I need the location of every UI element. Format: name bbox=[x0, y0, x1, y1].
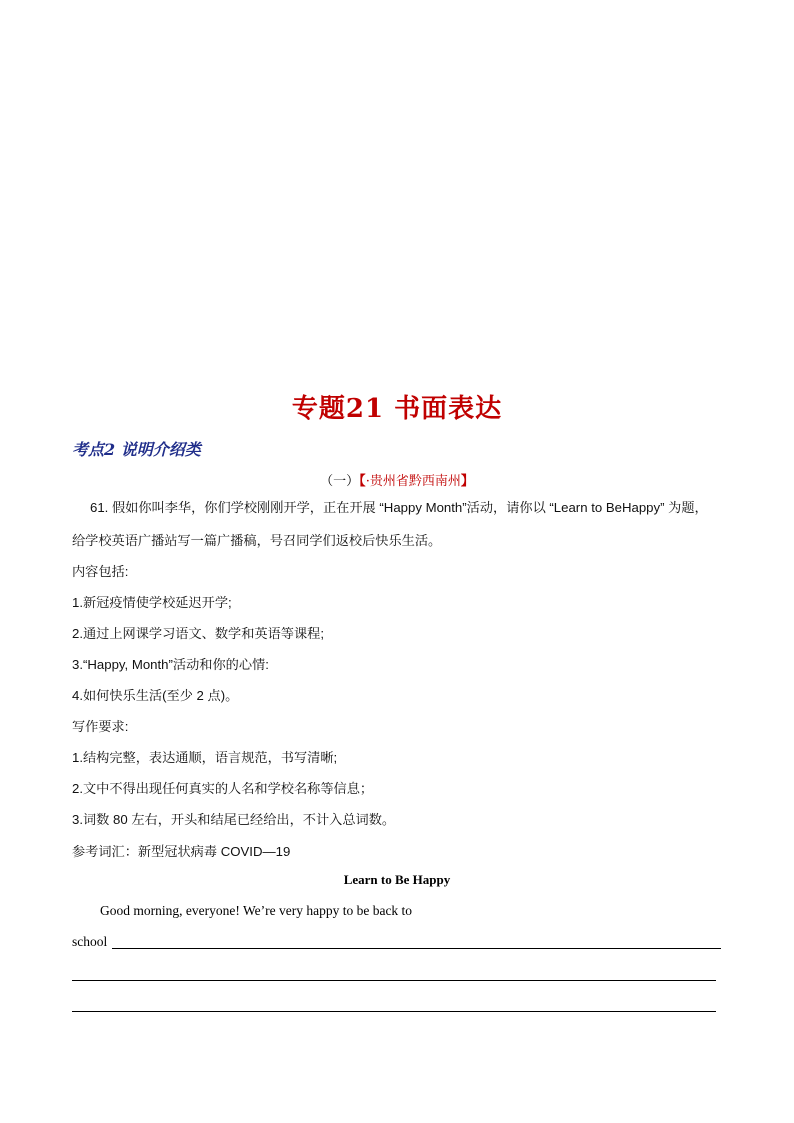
question-prompt-line1: 61. 假如你叫李华，你们学校刚刚开学，正在开展 “Happy Month”活动，请你以 “Learn to BeHappy” 为题， bbox=[90, 500, 708, 515]
requirement-item: 1.结构完整，表达通顺，语言规范，书写清晰; bbox=[72, 750, 338, 765]
source-place: ·贵州省黔西南州 bbox=[365, 474, 461, 489]
requirements-heading: 写作要求: bbox=[72, 719, 129, 734]
question-prompt-line2: 给学校英语广播站写一篇广播稿，号召同学们返校后快乐生活。 bbox=[72, 533, 442, 548]
requirement-item: 3.词数 80 左右，开头和结尾已经给出，不计入总词数。 bbox=[72, 812, 396, 827]
content-heading: 内容包括: bbox=[72, 564, 129, 579]
answer-line[interactable] bbox=[112, 948, 721, 949]
question-source bbox=[0, 470, 794, 489]
source-bracket-close: 】 bbox=[460, 474, 474, 489]
answer-line[interactable] bbox=[72, 1011, 716, 1012]
source-bracket-open: 【 bbox=[359, 474, 366, 489]
section-heading: 考点2 说明介绍类 bbox=[72, 440, 201, 459]
content-item: 3.“Happy, Month”活动和你的心情: bbox=[72, 657, 269, 672]
question-number: （一） bbox=[320, 474, 360, 489]
answer-line[interactable] bbox=[72, 980, 716, 981]
essay-continuation: school bbox=[72, 934, 108, 949]
content-item: 1.新冠疫情使学校延迟开学; bbox=[72, 595, 232, 610]
content-item: 4.如何快乐生活(至少 2 点)。 bbox=[72, 688, 239, 703]
essay-title: Learn to Be Happy bbox=[343, 872, 451, 887]
page-title: 专题21 书面表达 bbox=[291, 394, 503, 424]
reference-vocabulary: 参考词汇：新型冠状病毒 COVID—19 bbox=[72, 844, 291, 859]
essay-opening: Good morning, everyone! We’re very happy to be back to bbox=[100, 903, 413, 918]
requirement-item: 2.文中不得出现任何真实的人名和学校名称等信息； bbox=[72, 781, 374, 796]
content-item: 2.通过上网课学习语文、数学和英语等课程; bbox=[72, 626, 325, 641]
